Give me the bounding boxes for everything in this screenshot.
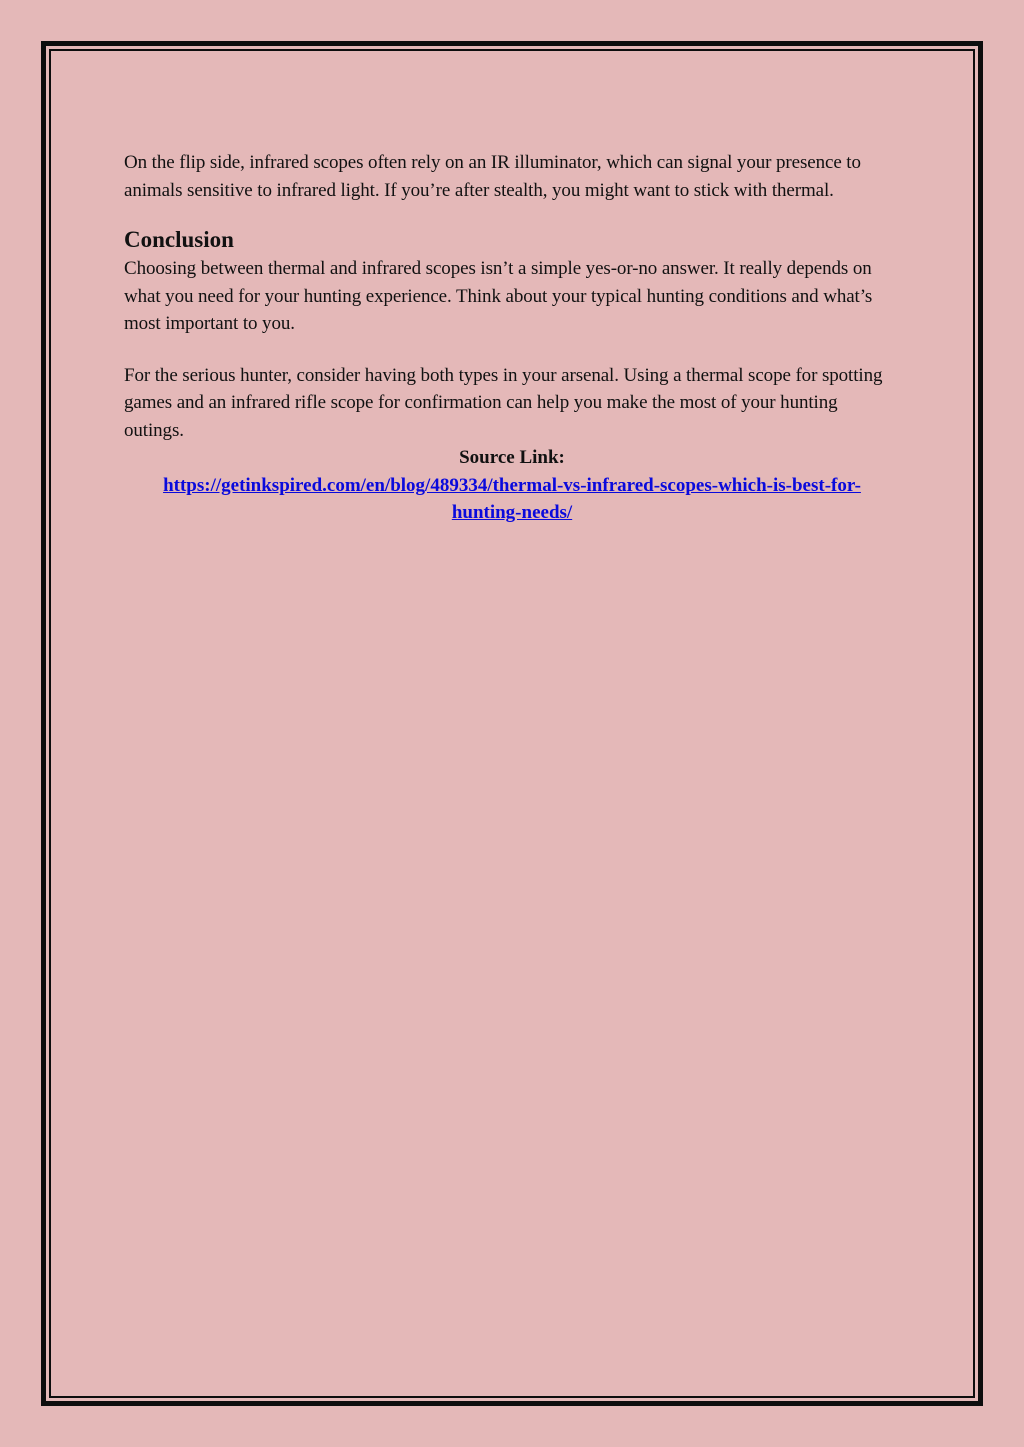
paragraph-ir-illuminator: On the flip side, infrared scopes often rely on an IR illuminator, which can signal your presence to animals sensitive to infrared light. If you’re after stealth, you might want to stick with thermal. bbox=[124, 152, 861, 201]
conclusion-heading: Conclusion bbox=[124, 227, 234, 252]
document-body bbox=[124, 149, 900, 527]
source-link-line-2: hunting-needs/ bbox=[451, 502, 573, 523]
paragraph-serious-hunter: For the serious hunter, consider having both types in your arsenal. Using a thermal scope for spotting games and an infrared rifle scope for confirmation can help you make the most of your hunting outings. bbox=[124, 364, 883, 441]
source-link[interactable] bbox=[124, 472, 900, 527]
source-link-label: Source Link: bbox=[459, 447, 565, 468]
paragraph-spacer bbox=[124, 338, 900, 362]
paragraph-conclusion: Choosing between thermal and infrared scopes isn’t a simple yes-or-no answer. It really depends on what you need for your hunting experience. Think about your typical hunting conditions and what’s most important to you. bbox=[124, 258, 873, 334]
source-link-line-1: https://getinkspired.com/en/blog/489334/thermal-vs-infrared-scopes-which-is-best-for- bbox=[163, 474, 861, 496]
